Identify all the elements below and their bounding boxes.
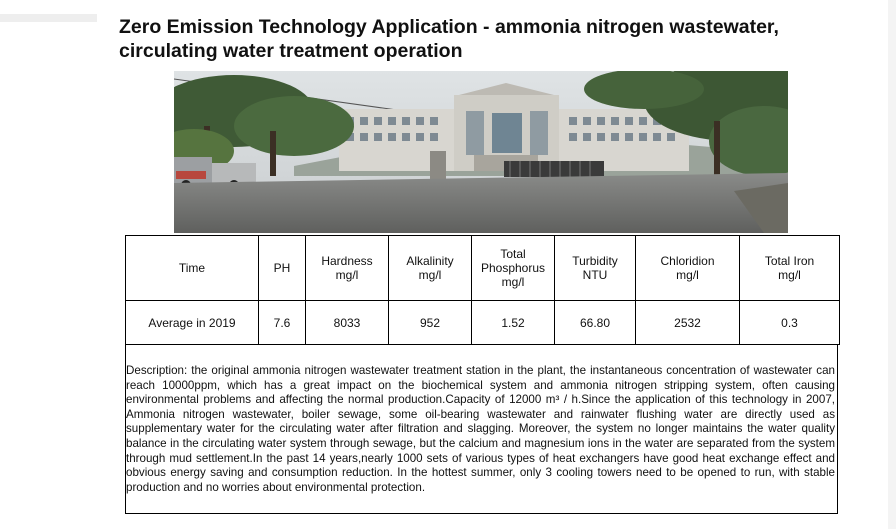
page-title-line-1: Zero Emission Technology Application - ammonia nitrogen wastewater, bbox=[119, 16, 779, 38]
treatment-station-photo bbox=[174, 71, 788, 233]
photo-illustration bbox=[174, 71, 788, 233]
cell-turbidity: 66.80 bbox=[555, 301, 636, 345]
table-header-row bbox=[126, 236, 840, 301]
header-chloridion: Chloridion mg/l bbox=[636, 236, 740, 301]
header-turbidity: Turbidity NTU bbox=[555, 236, 636, 301]
description-box bbox=[125, 345, 838, 514]
road bbox=[174, 173, 788, 233]
cell-total-iron: 0.3 bbox=[740, 301, 840, 345]
header-hardness: Hardness mg/l bbox=[306, 236, 389, 301]
page-title-line-2: circulating water treatment operation bbox=[119, 40, 463, 62]
header-alkalinity: Alkalinity mg/l bbox=[389, 236, 472, 301]
header-total-phosphorus: Total Phosphorus mg/l bbox=[472, 236, 555, 301]
top-left-bar bbox=[0, 14, 97, 22]
cell-time: Average in 2019 bbox=[126, 301, 259, 345]
cell-hardness: 8033 bbox=[306, 301, 389, 345]
cell-ph: 7.6 bbox=[259, 301, 306, 345]
table-row bbox=[126, 301, 840, 345]
header-time: Time bbox=[126, 236, 259, 301]
page-title bbox=[119, 15, 839, 63]
header-total-iron: Total Iron mg/l bbox=[740, 236, 840, 301]
cell-total-phosphorus: 1.52 bbox=[472, 301, 555, 345]
right-edge-strip bbox=[888, 0, 896, 529]
water-quality-table bbox=[125, 235, 840, 345]
header-ph: PH bbox=[259, 236, 306, 301]
description-text: Description: the original ammonia nitrogen wastewater treatment station in the plant, the instantaneous concentration of wastewater can reach 10000ppm, which has a great impact on the biochemical system and ammonia nitrogen stripping system, often causing environmental problems and affecting the normal production.Capacity of 12000 m³ / h.Since the application of this technology in 2007, Ammonia nitrogen wastewater, boiler sewage, some oil-bearing wastewater and rainwater flushing water are directly used as supplementary water for the circulating water after filtration and slagging. Moreover, the system no longer maintains the water quality balance in the circulating water system through sewage, but the calcium and magnesium ions in the water are separated from the system through mud settlement.In the past 14 years,nearly 1000 sets of various types of heat exchangers have good heat exchange effect and obvious energy saving and consumption reduction. In the hottest summer, only 3 cooling towers need to be opened to run, with stable production and no worries about environmental protection. bbox=[126, 364, 835, 494]
cell-alkalinity: 952 bbox=[389, 301, 472, 345]
cell-chloridion: 2532 bbox=[636, 301, 740, 345]
